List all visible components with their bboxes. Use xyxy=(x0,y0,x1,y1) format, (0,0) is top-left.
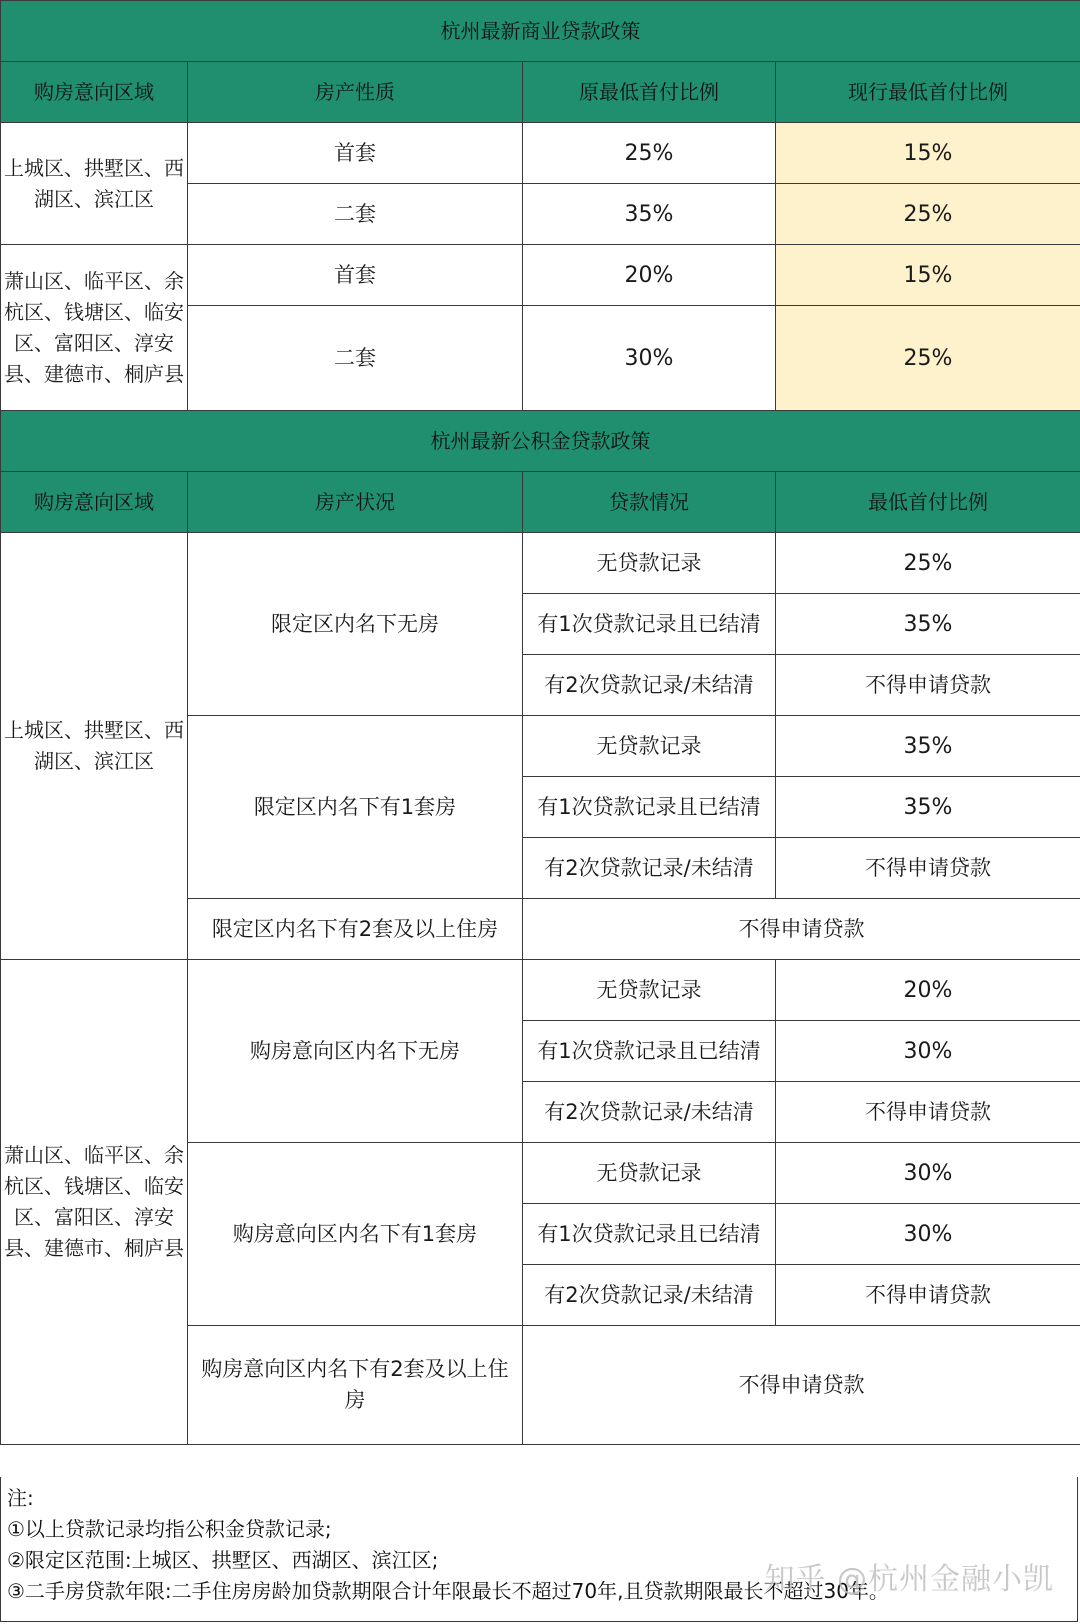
header-original-down-payment: 原最低首付比例 xyxy=(523,62,776,123)
merged-result-cell: 不得申请贷款 xyxy=(523,899,1080,960)
down-payment-cell: 不得申请贷款 xyxy=(776,838,1080,899)
header-min-down-payment: 最低首付比例 xyxy=(776,472,1080,533)
down-payment-cell: 不得申请贷款 xyxy=(776,655,1080,716)
property-status-cell: 限定区内名下有1套房 xyxy=(188,716,523,899)
property-status-cell: 购房意向区内名下有2套及以上住房 xyxy=(188,1326,523,1445)
down-payment-cell: 35% xyxy=(776,777,1080,838)
down-payment-cell: 30% xyxy=(776,1204,1080,1265)
current-ratio-cell: 25% xyxy=(776,184,1080,245)
loan-record-cell: 无贷款记录 xyxy=(523,960,776,1021)
header-property-status: 房产状况 xyxy=(188,472,523,533)
header-current-down-payment: 现行最低首付比例 xyxy=(776,62,1080,123)
note-item: ①以上贷款记录均指公积金贷款记录; xyxy=(7,1517,332,1541)
provident-loan-title: 杭州最新公积金贷款政策 xyxy=(1,411,1080,472)
loan-record-cell: 无贷款记录 xyxy=(523,716,776,777)
property-status-cell: 购房意向区内名下无房 xyxy=(188,960,523,1143)
notes-section xyxy=(0,1477,1078,1622)
header-loan-record: 贷款情况 xyxy=(523,472,776,533)
region-cell: 上城区、拱墅区、西湖区、滨江区 xyxy=(1,123,188,245)
property-type-cell: 首套 xyxy=(188,245,523,306)
region-cell: 上城区、拱墅区、西湖区、滨江区 xyxy=(1,533,188,960)
note-item: ②限定区范围:上城区、拱墅区、西湖区、滨江区; xyxy=(7,1548,439,1572)
notes-heading: 注: xyxy=(7,1486,34,1510)
down-payment-cell: 25% xyxy=(776,533,1080,594)
loan-record-cell: 无贷款记录 xyxy=(523,1143,776,1204)
loan-record-cell: 有1次贷款记录且已结清 xyxy=(523,1204,776,1265)
loan-record-cell: 有2次贷款记录/未结清 xyxy=(523,1082,776,1143)
property-status-cell: 限定区内名下有2套及以上住房 xyxy=(188,899,523,960)
header-property-type: 房产性质 xyxy=(188,62,523,123)
loan-record-cell: 有2次贷款记录/未结清 xyxy=(523,655,776,716)
merged-result-cell: 不得申请贷款 xyxy=(523,1326,1080,1445)
commercial-loan-title: 杭州最新商业贷款政策 xyxy=(1,1,1080,62)
loan-record-cell: 无贷款记录 xyxy=(523,533,776,594)
header-region: 购房意向区域 xyxy=(1,62,188,123)
property-status-cell: 限定区内名下无房 xyxy=(188,533,523,716)
loan-record-cell: 有2次贷款记录/未结清 xyxy=(523,1265,776,1326)
zhihu-watermark: 知乎 @杭州金融小凯 xyxy=(764,1562,1054,1597)
loan-record-cell: 有1次贷款记录且已结清 xyxy=(523,777,776,838)
down-payment-cell: 30% xyxy=(776,1143,1080,1204)
region-cell: 萧山区、临平区、余杭区、钱塘区、临安区、富阳区、淳安县、建德市、桐庐县 xyxy=(1,245,188,411)
original-ratio-cell: 30% xyxy=(523,306,776,411)
region-cell: 萧山区、临平区、余杭区、钱塘区、临安区、富阳区、淳安县、建德市、桐庐县 xyxy=(1,960,188,1445)
down-payment-cell: 不得申请贷款 xyxy=(776,1265,1080,1326)
loan-record-cell: 有1次贷款记录且已结清 xyxy=(523,594,776,655)
down-payment-cell: 35% xyxy=(776,594,1080,655)
down-payment-cell: 30% xyxy=(776,1021,1080,1082)
header-region: 购房意向区域 xyxy=(1,472,188,533)
original-ratio-cell: 35% xyxy=(523,184,776,245)
property-status-cell: 购房意向区内名下有1套房 xyxy=(188,1143,523,1326)
down-payment-cell: 20% xyxy=(776,960,1080,1021)
property-type-cell: 二套 xyxy=(188,184,523,245)
property-type-cell: 首套 xyxy=(188,123,523,184)
property-type-cell: 二套 xyxy=(188,306,523,411)
note-item: ③二手房贷款年限:二手住房房龄加贷款期限合计年限最长不超过70年,且贷款期限最长不超过30年。 xyxy=(7,1579,889,1603)
current-ratio-cell: 15% xyxy=(776,123,1080,184)
original-ratio-cell: 20% xyxy=(523,245,776,306)
loan-record-cell: 有1次贷款记录且已结清 xyxy=(523,1021,776,1082)
down-payment-cell: 不得申请贷款 xyxy=(776,1082,1080,1143)
loan-record-cell: 有2次贷款记录/未结清 xyxy=(523,838,776,899)
original-ratio-cell: 25% xyxy=(523,123,776,184)
current-ratio-cell: 25% xyxy=(776,306,1080,411)
current-ratio-cell: 15% xyxy=(776,245,1080,306)
down-payment-cell: 35% xyxy=(776,716,1080,777)
